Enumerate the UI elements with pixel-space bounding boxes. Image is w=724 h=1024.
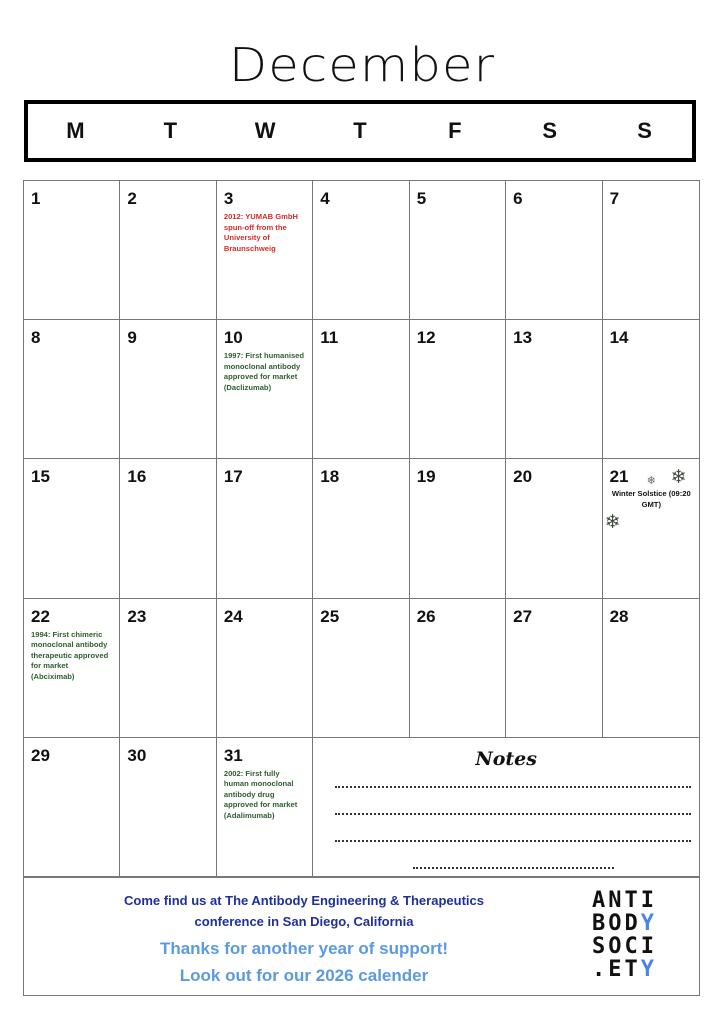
notes-box <box>313 738 699 877</box>
day-event: 2012: YUMAB GmbH spun-off from the University of Braunschweig <box>223 212 298 253</box>
weekday-wed: W <box>254 118 276 143</box>
calendar-grid <box>23 180 700 878</box>
day-number: 3 <box>223 189 234 208</box>
day-number: 29 <box>31 745 50 765</box>
day-cell <box>313 599 409 738</box>
day-number: 2 <box>127 189 137 208</box>
antibody-society-logo <box>592 889 692 981</box>
day-number: 16 <box>127 467 147 487</box>
weekday-header <box>24 100 696 162</box>
day-cell <box>120 459 216 598</box>
day-cell <box>506 599 602 738</box>
footer <box>23 877 700 996</box>
day-number: 11 <box>320 328 339 348</box>
day-cell <box>313 459 409 598</box>
weekday-thu: T <box>353 118 367 143</box>
weekday-fri: F <box>448 118 462 143</box>
day-number: 5 <box>416 189 427 208</box>
day-cell <box>506 459 602 598</box>
snowflake-icon: ❄ <box>604 512 621 534</box>
day-number: 4 <box>320 189 330 208</box>
day-cell <box>506 320 602 459</box>
weekday-mon: M <box>66 118 85 143</box>
snowflake-icon: ❄ <box>646 475 656 488</box>
footer-line-2: conference in San Diego, California <box>194 914 414 929</box>
day-cell <box>217 181 313 320</box>
footer-line-3: Thanks for another year of support! <box>159 939 449 958</box>
day-event: 2002: First fully human monoclonal antibody drug approved for market (Adalimumab) <box>223 768 298 820</box>
notes-line <box>413 867 614 869</box>
day-number: 26 <box>416 606 436 626</box>
logo-letters: I <box>640 888 657 913</box>
logo-letters: BOD <box>592 911 641 936</box>
day-number: 15 <box>31 467 50 487</box>
day-cell <box>603 181 699 320</box>
day-number: 21 <box>609 467 629 487</box>
logo-letters: SOC <box>592 934 641 959</box>
day-cell <box>603 320 699 459</box>
day-number: 19 <box>416 467 436 487</box>
day-number: 1 <box>31 189 41 208</box>
day-number: 25 <box>320 606 340 626</box>
day-number: 22 <box>31 606 50 626</box>
notes-title: Notes <box>475 747 537 770</box>
day-cell <box>410 459 506 598</box>
day-cell <box>120 320 216 459</box>
day-event: 1994: First chimeric monoclonal antibody therapeutic approved for market (Abciximab) <box>31 629 109 681</box>
day-number: 12 <box>416 328 436 348</box>
day-number: 8 <box>31 328 41 348</box>
day-number: 17 <box>223 467 243 487</box>
day-cell <box>24 738 120 877</box>
day-cell <box>24 599 120 738</box>
day-number: 6 <box>513 189 523 208</box>
logo-row <box>592 935 692 958</box>
day-cell <box>120 738 216 877</box>
snowflake-icon: ❄ <box>670 467 687 489</box>
day-number: 27 <box>513 606 533 626</box>
day-number: 10 <box>223 328 243 348</box>
day-event: 1997: First humanised monoclonal antibody approved for market (Daclizumab) <box>223 351 305 392</box>
logo-row <box>592 889 692 912</box>
day-cell <box>217 599 313 738</box>
notes-line <box>335 786 691 788</box>
day-number: 20 <box>513 467 533 487</box>
day-number: 31 <box>223 745 243 765</box>
day-cell <box>24 181 120 320</box>
day-number: 9 <box>127 328 137 348</box>
day-number: 28 <box>609 606 629 626</box>
month-title: December <box>228 38 496 92</box>
day-cell <box>24 320 120 459</box>
day-number: 14 <box>609 328 629 348</box>
notes-line <box>335 813 691 815</box>
day-cell <box>506 181 602 320</box>
day-number: 13 <box>513 328 533 348</box>
day-event: Winter Solstice (09:20 GMT) <box>611 489 691 509</box>
day-cell <box>120 599 216 738</box>
day-cell <box>410 181 506 320</box>
day-number: 18 <box>320 467 340 487</box>
logo-letters: ANT <box>592 888 641 913</box>
day-number: 23 <box>127 606 147 626</box>
day-cell <box>410 599 506 738</box>
day-number: 24 <box>223 606 243 626</box>
day-number: 30 <box>127 745 147 765</box>
logo-letters: Y <box>640 957 657 982</box>
footer-line-4: Look out for our 2026 calender <box>179 966 429 985</box>
day-cell <box>313 181 409 320</box>
day-cell <box>313 320 409 459</box>
day-cell <box>24 459 120 598</box>
day-cell <box>217 320 313 459</box>
weekday-sun: S <box>637 118 652 143</box>
weekday-sat: S <box>542 118 558 143</box>
day-cell <box>120 181 216 320</box>
day-cell <box>603 459 699 598</box>
day-cell <box>410 320 506 459</box>
day-cell <box>603 599 699 738</box>
logo-letters: Y <box>640 911 657 936</box>
logo-row <box>592 958 692 981</box>
logo-letters: .ET <box>592 957 641 982</box>
logo-letters: I <box>640 934 657 959</box>
day-cell <box>217 738 313 877</box>
weekday-tue: T <box>163 118 178 143</box>
logo-row <box>592 912 692 935</box>
footer-line-1: Come find us at The Antibody Engineering & Therapeutics <box>124 893 484 908</box>
notes-line <box>335 840 691 842</box>
day-number: 7 <box>609 189 620 208</box>
day-cell <box>217 459 313 598</box>
